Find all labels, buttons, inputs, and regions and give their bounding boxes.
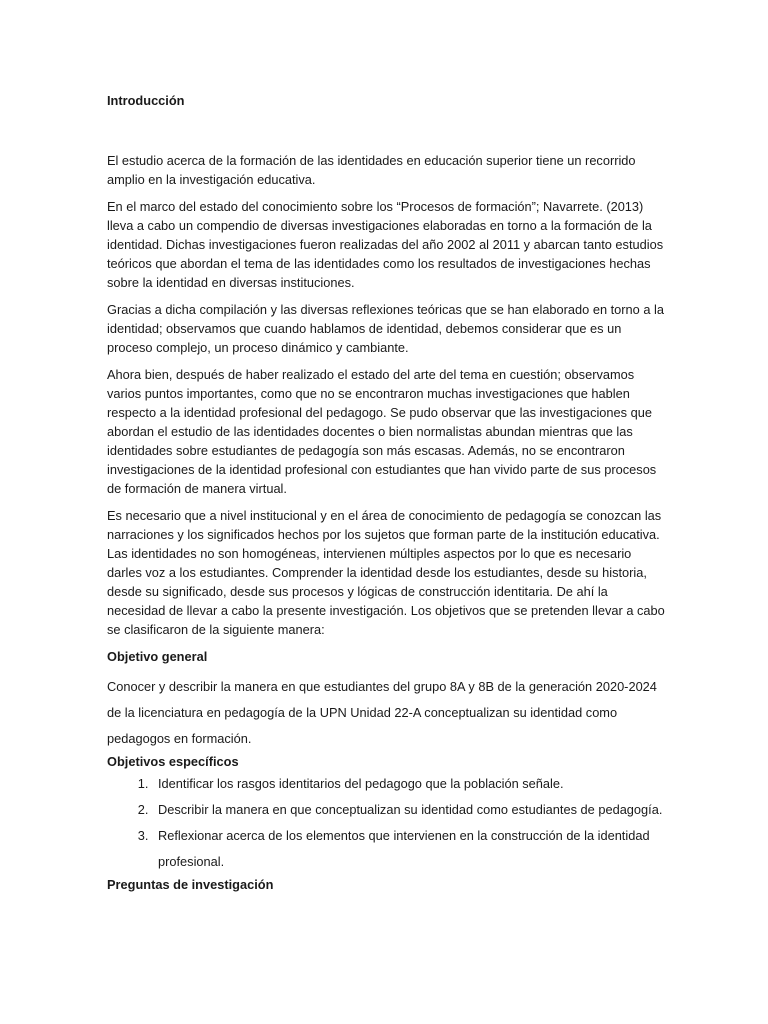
specific-objectives-heading: Objetivos específicos bbox=[107, 754, 239, 769]
paragraph: Gracias a dicha compilación y las diversas reflexiones teóricas que se han elaborado en torno a la identidad; observamos que cuando hablamos de identidad, debemos considerar que es un proceso complejo, un proceso dinámico y cambiante. bbox=[107, 302, 664, 355]
list-item: 3. Reflexionar acerca de los elementos que intervienen en la construcción de la identidad profesional. bbox=[152, 823, 667, 875]
paragraph: Es necesario que a nivel institucional y en el área de conocimiento de pedagogía se conozcan las narraciones y los significados hechos por los sujetos que forman parte de la institución educativa. Las identidades no son homogéneas, intervienen múltiples aspectos por lo que es necesario darles voz a los estudiantes. Comprender la identidad desde los estudiantes, desde su historia, desde su significado, desde sus procesos y lógicas de construcción identitaria. De ahí la necesidad de llevar a cabo la presente investigación. Los objetivos que se pretenden llevar a cabo se clasificaron de la siguiente manera: bbox=[107, 508, 665, 637]
list-item: 2. Describir la manera en que conceptualizan su identidad como estudiantes de pedagogía. bbox=[152, 797, 667, 823]
paragraph: En el marco del estado del conocimiento sobre los “Procesos de formación”; Navarrete. (2013) lleva a cabo un compendio de diversas investigaciones elaboradas en torno a la formación de la identidad. Dichas investigaciones fueron realizadas del año 2002 al 2011 y abarcan tanto estudios teóricos que abordan el tema de las identidades como los resultados de investigaciones hechas sobre la identidad en diversas instituciones. bbox=[107, 199, 664, 290]
specific-objectives-list bbox=[107, 771, 667, 875]
paragraph: Ahora bien, después de haber realizado el estado del arte del tema en cuestión; observamos varios puntos importantes, como que no se encontraron muchas investigaciones que hablen respecto a la identidad profesional del pedagogo. Se pudo observar que las investigaciones que abordan el estudio de las identidades docentes o bien normalistas abundan mientras que las identidades sobre estudiantes de pedagogía son más escasas. Además, no se encontraron investigaciones de la identidad profesional con estudiantes que han vivido parte de sus procesos de formación de manera virtual. bbox=[107, 367, 657, 496]
general-objective-text: Conocer y describir la manera en que estudiantes del grupo 8A y 8B de la generación 2020-2024 de la licenciatura en pedagogía de la UPN Unidad 22-A conceptualizan su identidad como pedagogos en formación. bbox=[107, 679, 657, 746]
list-item: 1. Identificar los rasgos identitarios del pedagogo que la población señale. bbox=[152, 771, 667, 797]
paragraph: El estudio acerca de la formación de las identidades en educación superior tiene un recorrido amplio en la investigación educativa. bbox=[107, 153, 636, 187]
general-objective-heading: Objetivo general bbox=[107, 649, 208, 664]
intro-heading: Introducción bbox=[107, 93, 185, 108]
research-questions-heading: Preguntas de investigación bbox=[107, 877, 274, 892]
document-body bbox=[107, 91, 667, 894]
